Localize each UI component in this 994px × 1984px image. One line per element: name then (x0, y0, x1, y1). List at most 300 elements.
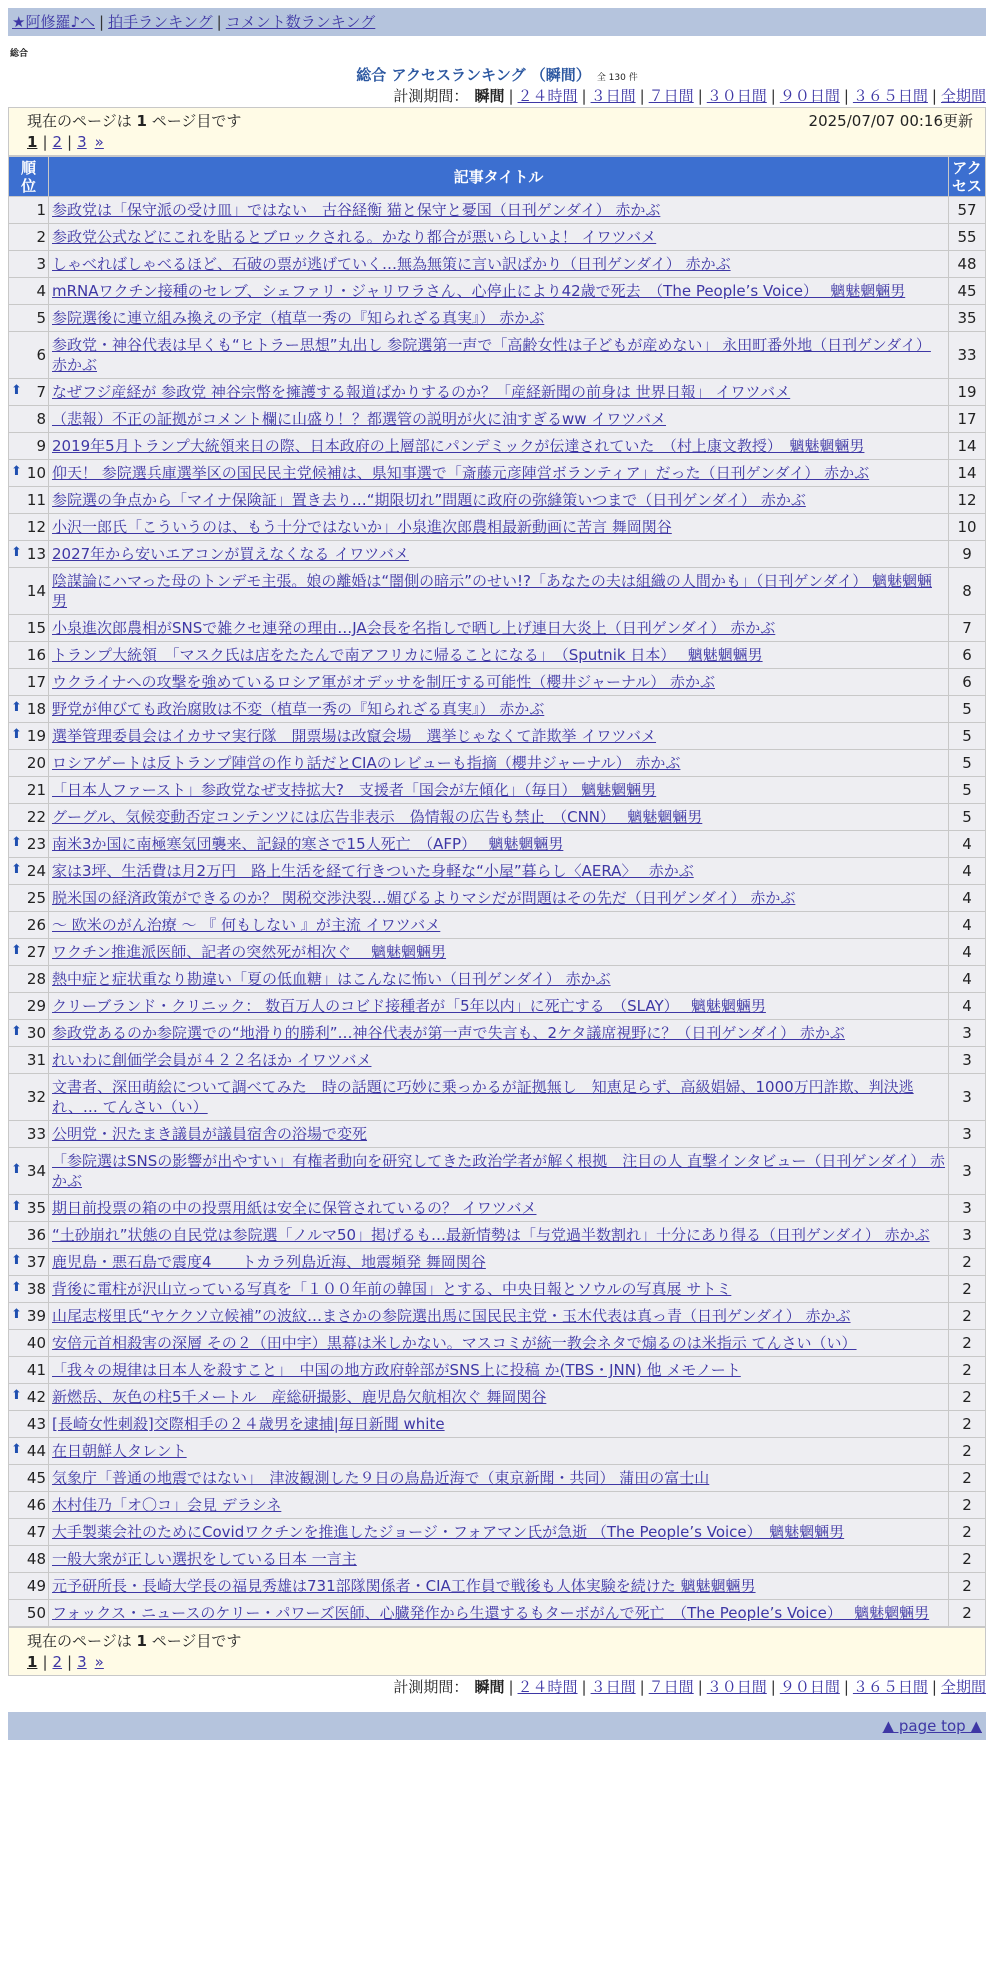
article-link[interactable]: （悲報）不正の証拠がコメント欄に山盛り！？都選管の説明が火に油すぎるww イワツバメ (52, 410, 667, 428)
access-count: 4 (949, 939, 986, 966)
title-cell (49, 460, 949, 487)
article-link[interactable]: 山尾志桜里氏“ヤケクソ立候補”の波紋…まさかの参院選出馬に国民民主党・玉木代表は真っ青（日刊ゲンダイ） 赤かぶ (52, 1307, 851, 1325)
title-cell (49, 406, 949, 433)
rank-cell (9, 1465, 49, 1492)
table-row (9, 885, 986, 912)
access-count: 14 (949, 460, 986, 487)
period-link-1[interactable]: ３日間 (590, 1678, 636, 1696)
category-label: 総合 (10, 49, 29, 59)
rank-cell (9, 1047, 49, 1074)
table-row (9, 723, 986, 750)
article-link[interactable]: 仰天！ 参院選兵庫選挙区の国民民主党候補は、県知事選で「斎藤元彦陣営ボランティア」だった（日刊ゲンダイ） 赤かぶ (52, 464, 870, 482)
rank-cell (9, 966, 49, 993)
title-cell (49, 1249, 949, 1276)
title-cell (49, 1546, 949, 1573)
rank-number: 34 (26, 1162, 46, 1180)
access-count: 19 (949, 379, 986, 406)
rank-number: 10 (26, 464, 46, 482)
page-title-row (8, 65, 986, 85)
period-link-2[interactable]: ７日間 (648, 1678, 694, 1696)
article-link[interactable]: 鹿児島・悪石島で震度4 トカラ列島近海、地震頻発 舞岡関谷 (52, 1253, 486, 1271)
rank-up-arrow-icon: ⬆ (11, 1307, 22, 1322)
rank-up-arrow-icon: ⬆ (11, 545, 22, 560)
table-row (9, 1276, 986, 1303)
period-separator: | (770, 1678, 776, 1696)
period-link-2[interactable]: ７日間 (648, 87, 694, 105)
access-count: 4 (949, 966, 986, 993)
period-separator: | (581, 87, 587, 105)
rank-cell (9, 615, 49, 642)
table-row (9, 541, 986, 568)
period-separator: | (843, 1678, 849, 1696)
pagination-top (27, 132, 973, 152)
article-link[interactable]: 一般大衆が正しい選択をしている日本 一言主 (52, 1550, 357, 1568)
article-link[interactable]: 野党が伸びても政治腐敗は不変（植草一秀の『知られざる真実』） 赤かぶ (52, 700, 545, 718)
rank-cell (9, 1121, 49, 1148)
article-link[interactable]: ワクチン推進派医師、記者の突然死が相次ぐ 魑魅魍魎男 (52, 943, 447, 961)
rank-cell (9, 1573, 49, 1600)
page-top-link[interactable]: ▲ page top ▲ (882, 1717, 982, 1735)
article-link[interactable]: 「日本人ファースト」参政党なぜ支持拡大? 支援者「国会が左傾化」（毎日） 魑魅魍魎男 (52, 781, 657, 799)
rank-number: 50 (26, 1604, 46, 1622)
access-count: 4 (949, 885, 986, 912)
rank-up-arrow-icon: ⬆ (11, 1199, 22, 1214)
table-row (9, 1438, 986, 1465)
rank-cell (9, 669, 49, 696)
title-cell (49, 1121, 949, 1148)
article-link[interactable]: しゃべればしゃべるほど、石破の票が逃げていく…無為無策に言い訳ばかり（日刊ゲンダイ） 赤かぶ (52, 255, 731, 273)
top-nav (8, 8, 986, 36)
period-link-3[interactable]: ３０日間 (706, 1678, 767, 1696)
table-row (9, 1519, 986, 1546)
title-cell (49, 251, 949, 278)
article-link[interactable]: 気象庁「普通の地震ではない」 津波観測した９日の鳥島近海で（東京新聞・共同） 蒲田の富士山 (52, 1469, 710, 1487)
article-link[interactable]: ウクライナへの攻撃を強めているロシア軍がオデッサを制圧する可能性（櫻井ジャーナル） 赤かぶ (52, 673, 715, 691)
rank-up-arrow-icon: ⬆ (11, 727, 22, 742)
period-separator: | (931, 1678, 937, 1696)
title-cell (49, 912, 949, 939)
access-count: 2 (949, 1546, 986, 1573)
table-row (9, 278, 986, 305)
article-link[interactable]: 参政党公式などにこれを貼るとブロックされる。かなり都合が悪いらしいよ！ イワツバメ (52, 228, 657, 246)
table-row (9, 642, 986, 669)
access-count: 9 (949, 541, 986, 568)
updated-timestamp: 2025/07/07 00:16更新 (808, 112, 973, 130)
rank-number: 25 (26, 889, 46, 907)
article-link[interactable]: 選挙管理委員会はイカサマ実行隊 開票場は改竄会場 選挙じゃなくて詐欺挙 イワツバメ (52, 727, 657, 745)
article-link[interactable]: れいわに創価学会員が４２２名ほか イワツバメ (52, 1051, 372, 1069)
rank-cell (9, 696, 49, 723)
article-link[interactable]: なぜフジ産経が 参政党 神谷宗幣を擁護する報道ばかりするのか？「産経新聞の前身は 世界日報」 イワツバメ (52, 383, 791, 401)
period-separator: | (697, 87, 703, 105)
title-cell (49, 1411, 949, 1438)
rank-cell (9, 804, 49, 831)
title-cell (49, 1276, 949, 1303)
rank-up-arrow-icon: ⬆ (11, 464, 22, 479)
article-link[interactable]: 元予研所長・長崎大学長の福見秀雄は731部隊関係者・CIA工作員で戦後も人体実験を続けた 魑魅魍魎男 (52, 1577, 756, 1595)
article-link[interactable]: グーグル、気候変動否定コンテンツには広告非表示 偽情報の広告も禁止 （CNN） 魑魅魍魎男 (52, 808, 703, 826)
article-link[interactable]: 2027年から安いエアコンが買えなくなる イワツバメ (52, 545, 409, 563)
rank-cell (9, 568, 49, 615)
table-row (9, 912, 986, 939)
access-count: 5 (949, 804, 986, 831)
access-count: 2 (949, 1330, 986, 1357)
rank-cell (9, 197, 49, 224)
access-count: 6 (949, 669, 986, 696)
article-link[interactable]: 木村佳乃「オ〇コ」会見 デラシネ (52, 1496, 282, 1514)
title-cell (49, 514, 949, 541)
table-row (9, 1249, 986, 1276)
access-count: 2 (949, 1276, 986, 1303)
access-count: 3 (949, 1222, 986, 1249)
pager-link-2[interactable]: 2 (52, 133, 63, 151)
access-count: 4 (949, 858, 986, 885)
rank-number: 29 (26, 997, 46, 1015)
title-cell (49, 197, 949, 224)
table-row (9, 1357, 986, 1384)
article-link[interactable]: 背後に電柱が沢山立っている写真を「１００年前の韓国」とする、中央日報とソウルの写真展 サトミ (52, 1280, 732, 1298)
rank-number: 1 (36, 201, 46, 219)
rank-cell (9, 1600, 49, 1627)
rank-number: 3 (36, 255, 46, 273)
title-cell (49, 1357, 949, 1384)
period-link-4[interactable]: ９０日間 (779, 1678, 840, 1696)
period-separator: | (581, 1678, 587, 1696)
title-cell (49, 885, 949, 912)
article-link[interactable]: 参政党・神谷代表は早くも“ヒトラー思想”丸出し 参院選第一声で「高齢女性は子どもが産めない」 永田町番外地（日刊ゲンダイ） 赤かぶ (52, 336, 931, 374)
table-row (9, 379, 986, 406)
title-cell (49, 1330, 949, 1357)
table-row (9, 1411, 986, 1438)
article-link[interactable]: 2019年5月トランプ大統領来日の際、日本政府の上層部にパンデミックが伝達されていた （村上康文教授） 魑魅魍魎男 (52, 437, 865, 455)
rank-cell (9, 1384, 49, 1411)
title-cell (49, 669, 949, 696)
rank-cell (9, 514, 49, 541)
rank-cell (9, 1411, 49, 1438)
rank-cell (9, 406, 49, 433)
rank-cell (9, 305, 49, 332)
rank-number: 37 (26, 1253, 46, 1271)
total-count: 全 130 件 (596, 73, 638, 83)
rank-cell (9, 642, 49, 669)
period-link-3[interactable]: ３０日間 (706, 87, 767, 105)
access-count: 3 (949, 1195, 986, 1222)
title-cell (49, 1573, 949, 1600)
access-count: 2 (949, 1438, 986, 1465)
rank-number: 22 (26, 808, 46, 826)
rank-number: 27 (26, 943, 46, 961)
rank-cell (9, 460, 49, 487)
article-link[interactable]: 小沢一郎氏「こういうのは、もう十分ではないか」小泉進次郎農相最新動画に苦言 舞岡関谷 (52, 518, 672, 536)
access-count: 45 (949, 278, 986, 305)
title-cell (49, 615, 949, 642)
article-link[interactable]: 陰謀論にハマった母のトンデモ主張。娘の離婚は“闇側の暗示”のせい!?「あなたの夫は組織の人間かも」（日刊ゲンダイ） 魑魅魍魎男 (52, 572, 932, 610)
article-link[interactable]: 期日前投票の箱の中の投票用紙は安全に保管されているの？ イワツバメ (52, 1199, 537, 1217)
current-page-text: 現在のページは 1 ページ目です (27, 1632, 242, 1650)
rank-number: 45 (26, 1469, 46, 1487)
access-count: 48 (949, 251, 986, 278)
access-count: 6 (949, 642, 986, 669)
rank-number: 15 (26, 619, 46, 637)
rank-cell (9, 278, 49, 305)
period-current: 瞬間 (474, 87, 505, 105)
access-count: 3 (949, 1047, 986, 1074)
title-cell (49, 1195, 949, 1222)
table-row (9, 777, 986, 804)
access-count: 7 (949, 615, 986, 642)
title-cell (49, 1148, 949, 1195)
access-count: 4 (949, 831, 986, 858)
table-row (9, 433, 986, 460)
article-link[interactable]: 小泉進次郎農相がSNSで雑クセ連発の理由…JA会長を名指しで晒し上げ連日大炎上（日刊ゲンダイ） 赤かぶ (52, 619, 776, 637)
period-selector-top (8, 85, 986, 107)
title-cell (49, 804, 949, 831)
article-link[interactable]: クリーブランド・クリニック： 数百万人のコビド接種者が「5年以内」に死亡する （SLAY） 魑魅魍魎男 (52, 997, 766, 1015)
rank-number: 14 (26, 582, 46, 600)
table-row (9, 750, 986, 777)
access-count: 57 (949, 197, 986, 224)
rank-number: 46 (26, 1496, 46, 1514)
home-link[interactable]: ★阿修羅♪へ (12, 13, 96, 31)
access-count: 2 (949, 1519, 986, 1546)
period-separator: | (508, 87, 514, 105)
footer-bar (8, 1712, 986, 1740)
title-cell (49, 858, 949, 885)
rank-number: 11 (26, 491, 46, 509)
article-link[interactable]: “土砂崩れ”状態の自民党は参院選「ノルマ50」掲げるも…最新情勢は「与党過半数割れ」十分にあり得る（日刊ゲンダイ） 赤かぶ (52, 1226, 930, 1244)
rank-number: 39 (26, 1307, 46, 1325)
table-row (9, 966, 986, 993)
title-cell (49, 1047, 949, 1074)
rank-cell (9, 831, 49, 858)
period-selector-bottom (8, 1676, 986, 1698)
pager-next-link[interactable]: » (94, 133, 104, 151)
table-row (9, 1222, 986, 1249)
access-count: 14 (949, 433, 986, 460)
table-row (9, 939, 986, 966)
access-count: 17 (949, 406, 986, 433)
period-separator: | (508, 1678, 514, 1696)
page-title: 総合 アクセスランキング （瞬間） (356, 66, 591, 84)
access-count: 2 (949, 1465, 986, 1492)
title-cell (49, 1465, 949, 1492)
access-count: 2 (949, 1384, 986, 1411)
period-link-6[interactable]: 全期間 (940, 87, 986, 105)
rank-header: 順位 (9, 157, 49, 197)
rank-cell (9, 1330, 49, 1357)
table-row (9, 514, 986, 541)
rank-number: 24 (26, 862, 46, 880)
title-cell (49, 1600, 949, 1627)
rank-cell (9, 1074, 49, 1121)
rank-number: 4 (36, 282, 46, 300)
article-link[interactable]: 「我々の規律は日本人を殺すこと」 中国の地方政府幹部がSNS上に投稿 か(TBS・JNN) 他 メモノート (52, 1361, 741, 1379)
title-cell (49, 1303, 949, 1330)
title-cell (49, 723, 949, 750)
access-count: 5 (949, 777, 986, 804)
rank-number: 9 (36, 437, 46, 455)
pager-separator: | (42, 1653, 48, 1671)
rank-number: 44 (26, 1442, 46, 1460)
rank-number: 18 (26, 700, 46, 718)
article-link[interactable]: 文書者、深田萌絵について調べてみた 時の話題に巧妙に乗っかるが証拠無し 知恵足らず、高級娼婦、1000万円詐欺、判決逃れ、… てんさい（い） (52, 1078, 914, 1116)
article-link[interactable]: [長崎女性刺殺]交際相手の２４歳男を逮捕|毎日新聞 white (52, 1415, 445, 1433)
rank-cell (9, 1492, 49, 1519)
rank-cell (9, 433, 49, 460)
rank-number: 48 (26, 1550, 46, 1568)
article-link[interactable]: 「参院選はSNSの影響が出やすい」有権者動向を研究してきた政治学者が解く根拠 注目の人 直撃インタビュー（日刊ゲンダイ） 赤かぶ (52, 1152, 946, 1190)
rank-number: 19 (26, 727, 46, 745)
table-row (9, 1465, 986, 1492)
title-cell (49, 541, 949, 568)
article-link[interactable]: 安倍元首相殺害の深層 その２（田中宇）黒幕は米しかない。マスコミが統一教会ネタで煽るのは米指示 てんさい（い） (52, 1334, 857, 1352)
table-row (9, 669, 986, 696)
rank-number: 49 (26, 1577, 46, 1595)
table-row (9, 993, 986, 1020)
title-cell (49, 332, 949, 379)
article-link[interactable]: 脱米国の経済政策ができるのか？ 関税交渉決裂…媚びるよりマシだが問題はその先だ（日刊ゲンダイ） 赤かぶ (52, 889, 796, 907)
title-cell (49, 642, 949, 669)
current-page-text: 現在のページは 1 ページ目です (27, 112, 242, 130)
title-cell (49, 993, 949, 1020)
title-cell (49, 750, 949, 777)
table-row (9, 696, 986, 723)
title-cell (49, 433, 949, 460)
pager-next-link[interactable]: » (94, 1653, 104, 1671)
pager-separator: | (67, 133, 73, 151)
access-count: 5 (949, 723, 986, 750)
rank-number: 2 (36, 228, 46, 246)
rank-up-arrow-icon: ⬆ (11, 1388, 22, 1403)
rank-cell (9, 1020, 49, 1047)
article-link[interactable]: 公明党・沢たまき議員が議員宿舎の浴場で変死 (52, 1125, 368, 1143)
rank-cell (9, 939, 49, 966)
rank-number: 7 (36, 383, 46, 401)
title-cell (49, 278, 949, 305)
rank-up-arrow-icon: ⬆ (11, 1024, 22, 1039)
period-link-1[interactable]: ３日間 (590, 87, 636, 105)
access-count: 4 (949, 912, 986, 939)
title-cell (49, 1384, 949, 1411)
title-header: 記事タイトル (49, 157, 949, 197)
period-label: 計測期間： (393, 87, 469, 105)
article-link[interactable]: 参政党は「保守派の受け皿」ではない 古谷経衡 猫と保守と憂国（日刊ゲンダイ） 赤かぶ (52, 201, 661, 219)
article-link[interactable]: 熱中症と症状重なり勘違い「夏の低血糖」はこんなに怖い（日刊ゲンダイ） 赤かぶ (52, 970, 611, 988)
table-row (9, 1047, 986, 1074)
pager-separator: | (42, 133, 48, 151)
table-row (9, 1492, 986, 1519)
table-row (9, 305, 986, 332)
article-link[interactable]: mRNAワクチン接種のセレブ、シェファリ・ジャリワラさん、心停止により42歳で死去 （The People’s Voice） 魑魅魍魎男 (52, 282, 906, 300)
access-count: 3 (949, 1074, 986, 1121)
rank-cell (9, 912, 49, 939)
article-link[interactable]: 参院選の争点から「マイナ保険証」置き去り…“期限切れ”問題に政府の弥縫策いつまで（日刊ゲンダイ） 赤かぶ (52, 491, 806, 509)
access-count: 33 (949, 332, 986, 379)
table-row (9, 1303, 986, 1330)
title-cell (49, 939, 949, 966)
rank-up-arrow-icon: ⬆ (11, 835, 22, 850)
rank-cell (9, 1148, 49, 1195)
rank-number: 17 (26, 673, 46, 691)
article-link[interactable]: 参政党あるのか参院選での“地滑り的勝利”…神谷代表が第一声で失言も、2ケタ議席視野に？（日刊ゲンダイ） 赤かぶ (52, 1024, 845, 1042)
article-link[interactable]: 南米3か国に南極寒気団襲来、記録的寒さで15人死亡 （AFP） 魑魅魍魎男 (52, 835, 564, 853)
period-link-0[interactable]: ２４時間 (517, 87, 578, 105)
title-cell (49, 966, 949, 993)
period-label: 計測期間： (393, 1678, 469, 1696)
title-cell (49, 1492, 949, 1519)
table-row (9, 406, 986, 433)
rank-number: 28 (26, 970, 46, 988)
title-cell (49, 831, 949, 858)
rank-cell (9, 1303, 49, 1330)
article-link[interactable]: ロシアゲートは反トランプ陣営の作り話だとCIAのレビューも指摘（櫻井ジャーナル） 赤かぶ (52, 754, 681, 772)
rank-number: 36 (26, 1226, 46, 1244)
title-cell (49, 777, 949, 804)
rank-up-arrow-icon: ⬆ (11, 862, 22, 877)
table-row (9, 858, 986, 885)
rank-number: 8 (36, 410, 46, 428)
comment-ranking-link[interactable]: コメント数ランキング (225, 13, 376, 31)
rank-cell (9, 487, 49, 514)
access-count: 5 (949, 696, 986, 723)
period-link-0[interactable]: ２４時間 (517, 1678, 578, 1696)
rank-number: 13 (26, 545, 46, 563)
pager-link-3[interactable]: 3 (77, 133, 87, 151)
clap-ranking-link[interactable]: 拍手ランキング (108, 13, 213, 31)
table-row (9, 1121, 986, 1148)
table-row (9, 487, 986, 514)
article-link[interactable]: 家は3坪、生活費は月2万円 路上生活を経て行きついた身軽な“小屋”暮らし〈AERA〉 赤かぶ (52, 862, 694, 880)
rank-number: 40 (26, 1334, 46, 1352)
rank-number: 16 (26, 646, 46, 664)
title-cell (49, 1519, 949, 1546)
article-link[interactable]: 新燃岳、灰色の柱5千メートル 産総研撮影、鹿児島欠航相次ぐ 舞岡関谷 (52, 1388, 547, 1406)
rank-number: 35 (26, 1199, 46, 1217)
article-link[interactable]: ～ 欧米のがん治療 ～ 『 何もしない 』が主流 イワツバメ (52, 916, 441, 934)
rank-cell (9, 1546, 49, 1573)
rank-cell (9, 858, 49, 885)
table-row (9, 1195, 986, 1222)
article-link[interactable]: フォックス・ニュースのケリー・パワーズ医師、心臓発作から生還するもターボがんで死亡 （The People’s Voice） 魑魅魍魎男 (52, 1604, 930, 1622)
title-cell (49, 1222, 949, 1249)
rank-number: 47 (26, 1523, 46, 1541)
rank-number: 30 (26, 1024, 46, 1042)
title-cell (49, 305, 949, 332)
rank-cell (9, 1438, 49, 1465)
period-link-5[interactable]: ３６５日間 (852, 1678, 928, 1696)
rank-cell (9, 1357, 49, 1384)
period-link-5[interactable]: ３６５日間 (852, 87, 928, 105)
period-link-6[interactable]: 全期間 (940, 1678, 986, 1696)
rank-cell (9, 885, 49, 912)
access-count: 3 (949, 1121, 986, 1148)
rank-number: 23 (26, 835, 46, 853)
access-count: 55 (949, 224, 986, 251)
article-link[interactable]: 大手製薬会社のためにCovidワクチンを推進したジョージ・フォアマン氏が急逝 （The People’s Voice） 魑魅魍魎男 (52, 1523, 845, 1541)
page-info-bottom (8, 1627, 986, 1676)
pager-link-3[interactable]: 3 (77, 1653, 87, 1671)
ranking-table (8, 156, 986, 1627)
rank-cell (9, 379, 49, 406)
article-link[interactable]: 在日朝鮮人タレント (52, 1442, 187, 1460)
table-row (9, 615, 986, 642)
table-row (9, 460, 986, 487)
period-link-4[interactable]: ９０日間 (779, 87, 840, 105)
article-link[interactable]: トランプ大統領 「マスク氏は店をたたんで南アフリカに帰ることになる」 （Sputnik 日本） 魑魅魍魎男 (52, 646, 763, 664)
article-link[interactable]: 参院選後に連立組み換えの予定（植草一秀の『知られざる真実』） 赤かぶ (52, 309, 545, 327)
pager-link-2[interactable]: 2 (52, 1653, 63, 1671)
pager-current-page: 1 (27, 1653, 38, 1671)
